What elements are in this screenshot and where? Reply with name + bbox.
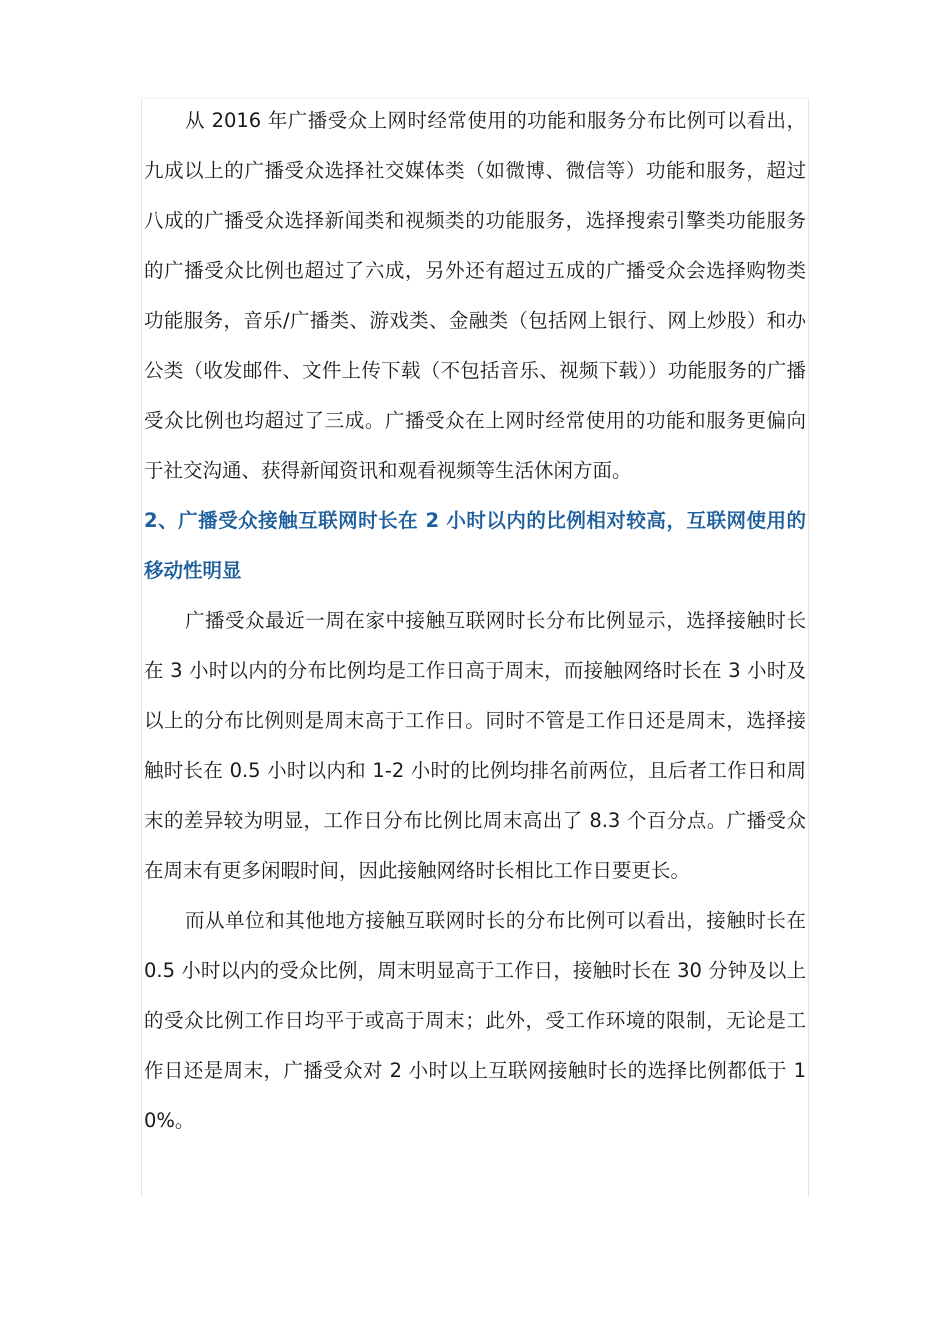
section-heading: 2、广播受众接触互联网时长在 2 小时以内的比例相对较高，互联网使用的移动性明显 — [144, 509, 806, 582]
paragraph-function-usage: 从 2016 年广播受众上网时经常使用的功能和服务分布比例可以看出，九成以上的广播受众选择社交媒体类（如微博、微信等）功能和服务，超过八成的广播受众选择新闻类和视频类的功能服务，选择搜索引擎类功能服务的广播受众比例也超过了六成，另外还有超过五成的广播受众会选择购物类功能服务，音乐/广播类、游戏类、金融类（包括网上银行、网上炒股）和办公类（收发邮件、文件上传下载（不包括音乐、视频下载））功能服务的广播受众比例也均超过了三成。广播受众在上网时经常使用的功能和服务更偏向于社交沟通、获得新闻资讯和观看视频等生活休闲方面。 — [144, 109, 806, 482]
paragraph-work-duration: 而从单位和其他地方接触互联网时长的分布比例可以看出，接触时长在 0.5 小时以内的受众比例，周末明显高于工作日，接触时长在 30 分钟及以上的受众比例工作日均平于或高于周末；此外，受工作环境的限制，无论是工作日还是周末，广播受众对 2 小时以上互联网接触时长的选择比例都低于 10%。 — [144, 909, 806, 1132]
document-body — [144, 96, 806, 1146]
paragraph-home-duration: 广播受众最近一周在家中接触互联网时长分布比例显示，选择接触时长在 3 小时以内的分布比例均是工作日高于周末，而接触网络时长在 3 小时及以上的分布比例则是周末高于工作日。同时不管是工作日还是周末，选择接触时长在 0.5 小时以内和 1-2 小时的比例均排名前两位，且后者工作日和周末的差异较为明显，工作日分布比例比周末高出了 8.3 个百分点。广播受众在周末有更多闲暇时间，因此接触网络时长相比工作日要更长。 — [144, 609, 806, 882]
